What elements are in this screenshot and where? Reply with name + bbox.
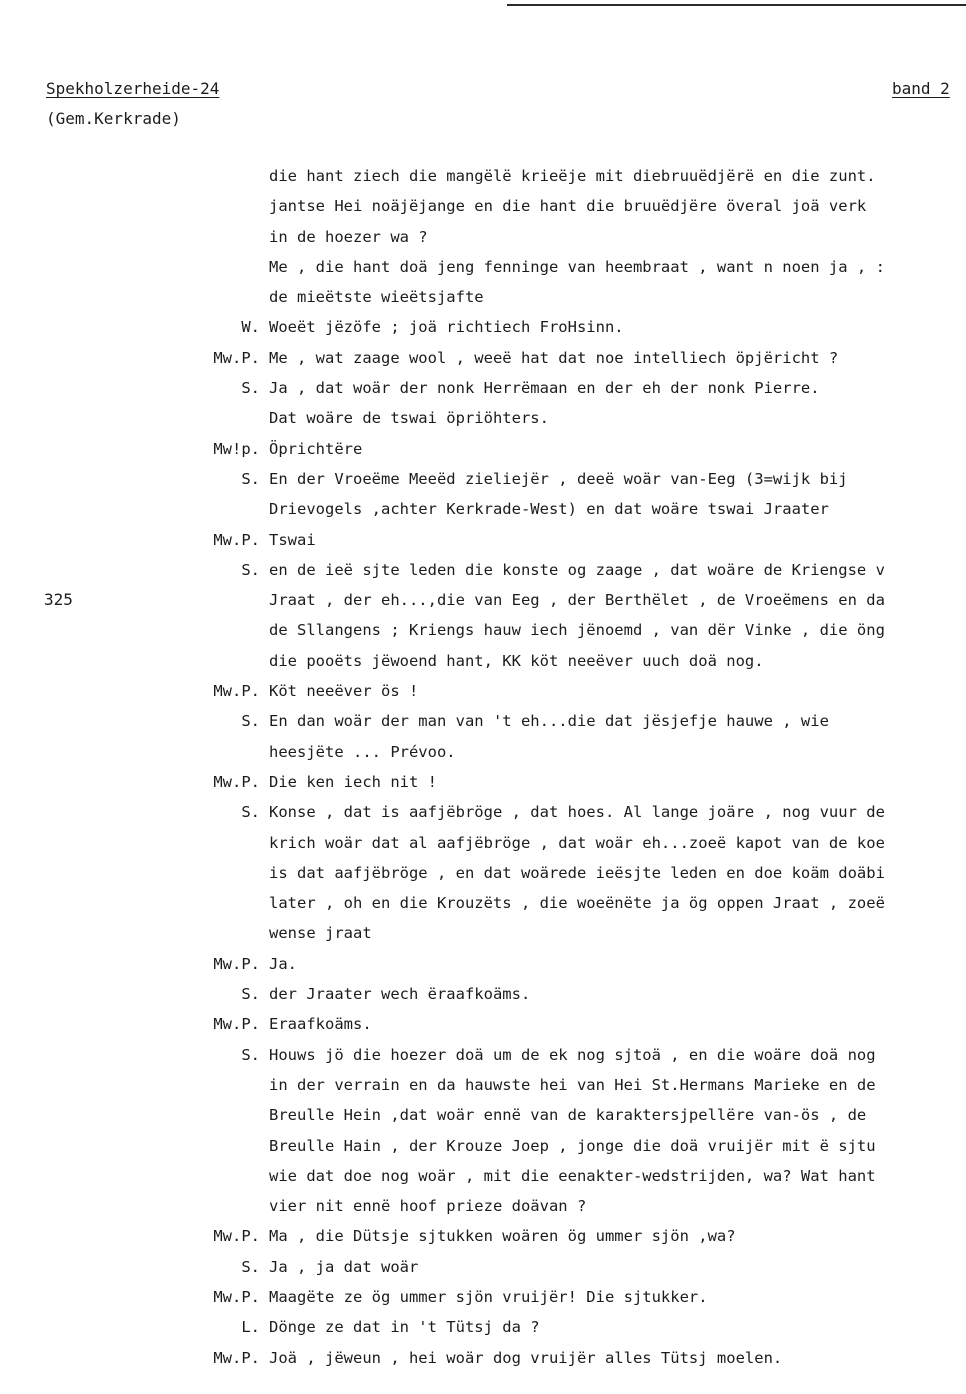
transcript-line — [0, 706, 966, 736]
transcript-line — [0, 1131, 966, 1161]
transcript-line — [0, 525, 966, 555]
speaker-label: Mw!p. — [213, 439, 260, 458]
speaker-label: Mw.P. — [213, 682, 260, 701]
line-text: Ja , dat woär der nonk Herrëmaan en der eh der nonk Pierre. — [269, 379, 820, 398]
line-text: wense jraat — [269, 924, 372, 943]
line-text: Öprichtëre — [269, 439, 363, 458]
document-subtitle: (Gem.Kerkrade) — [46, 109, 181, 128]
transcript-line — [0, 615, 966, 645]
line-text: in der verrain en da hauwste hei van Hei St.Hermans Marieke en de — [269, 1075, 876, 1094]
line-text: Dönge ze dat in 't Tütsj da ? — [269, 1318, 540, 1337]
line-text: later , oh en die Krouzëts , die woeënëte ja ög oppen Jraat , zoeë — [269, 894, 885, 913]
speaker-label: Mw.P. — [213, 1227, 260, 1246]
line-text: jantse Hei noäjëjange en die hant die bruuëdjëre överal joä verk — [269, 197, 867, 216]
line-text: en de ieë sjte leden die konste og zaage , dat woäre de Kriengse v — [269, 560, 885, 579]
line-text: de mieëtste wieëtsjafte — [269, 288, 484, 307]
line-text: En der Vroeëme Meeëd zieliejër , deeë woär van-Eeg (3=wijk bij — [269, 469, 848, 488]
speaker-label: S. — [241, 379, 260, 398]
transcript-line — [0, 191, 966, 221]
document-header — [46, 74, 219, 134]
line-text: Houws jö die hoezer doä um de ek nog sjtoä , en die woäre doä nog — [269, 1045, 876, 1064]
transcript-line — [0, 797, 966, 827]
document-title: Spekholzerheide-24 — [46, 79, 220, 98]
speaker-label: S. — [241, 469, 260, 488]
speaker-label: Mw.P. — [213, 348, 260, 367]
line-text: der Jraater wech ëraafkoäms. — [269, 985, 531, 1004]
line-text: Ma , die Dütsje sjtukken woären ög ummer sjön ,wa? — [269, 1227, 736, 1246]
line-text: Ja. — [269, 954, 297, 973]
transcript-line — [0, 312, 966, 342]
transcript-line — [0, 949, 966, 979]
line-text: Woeët jëzöfe ; joä richtiech FroHsinn. — [269, 318, 624, 337]
transcript-line — [0, 737, 966, 767]
speaker-label: S. — [241, 1045, 260, 1064]
line-text: vier nit ennë hoof prieze doävan ? — [269, 1197, 587, 1216]
transcript-line — [0, 1009, 966, 1039]
transcript-line — [0, 1161, 966, 1191]
transcript-line — [0, 888, 966, 918]
transcript-line — [0, 1070, 966, 1100]
line-text: Drievogels ,achter Kerkrade-West) en dat woäre tswai Jraater — [269, 500, 829, 519]
line-text: wie dat doe nog woär , mit die eenakter-wedstrijden, wa? Wat hant — [269, 1166, 876, 1185]
speaker-label: S. — [241, 803, 260, 822]
line-text: Konse , dat is aafjëbröge , dat hoes. Al lange joäre , nog vuur de — [269, 803, 885, 822]
line-text: Eraafkoäms. — [269, 1015, 372, 1034]
transcript-line — [0, 282, 966, 312]
transcript-line — [0, 979, 966, 1009]
transcript-line — [0, 828, 966, 858]
line-text: Tswai — [269, 530, 316, 549]
speaker-label: Mw.P. — [213, 772, 260, 791]
line-text: Köt neeëver ös ! — [269, 682, 419, 701]
transcript-line — [0, 1312, 966, 1342]
line-text: Dat woäre de tswai öpriöhters. — [269, 409, 549, 428]
speaker-label: Mw.P. — [213, 954, 260, 973]
transcript-line — [0, 676, 966, 706]
line-text: Die ken iech nit ! — [269, 772, 437, 791]
line-text: Me , die hant doä jeng fenninge van heembraat , want n noen ja , : — [269, 257, 885, 276]
line-text: Maagëte ze ög ummer sjön vruijër! Die sjtukker. — [269, 1287, 708, 1306]
line-text: Me , wat zaage wool , weeë hat dat noe intelliech öpjëricht ? — [269, 348, 839, 367]
transcript-line — [0, 1221, 966, 1251]
transcript — [0, 161, 966, 1373]
speaker-label: S. — [241, 560, 260, 579]
transcript-line — [0, 343, 966, 373]
speaker-label: S. — [241, 985, 260, 1004]
line-text: die hant ziech die mangëlë krieëje mit diebruuëdjërë en die zunt. — [269, 167, 876, 185]
speaker-label: Mw.P. — [213, 530, 260, 549]
margin-number: 325 — [44, 590, 73, 609]
transcript-line — [0, 1191, 966, 1221]
transcript-line — [0, 767, 966, 797]
speaker-label: Mw.P. — [213, 1287, 260, 1306]
line-text: de Sllangens ; Kriengs hauw iech jënoemd , van dër Vinke , die öng — [269, 621, 885, 640]
line-text: is dat aafjëbröge , en dat woärede ieësjte leden en doe koäm doäbi — [269, 863, 885, 882]
transcript-line — [0, 464, 966, 494]
transcript-line — [0, 494, 966, 524]
transcript-line — [0, 252, 966, 282]
line-text: Jraat , der eh...,die van Eeg , der Berthëlet , de Vroeëmens en da — [269, 591, 885, 610]
transcript-line — [0, 918, 966, 948]
transcript-line — [0, 222, 966, 252]
transcript-line — [0, 646, 966, 676]
transcript-line — [0, 434, 966, 464]
line-text: Ja , ja dat woär — [269, 1257, 419, 1276]
transcript-line — [0, 585, 966, 615]
transcript-line — [0, 555, 966, 585]
speaker-label: Mw.P. — [213, 1015, 260, 1034]
transcript-line — [0, 1343, 966, 1373]
line-text: die pooëts jëwoend hant, KK köt neeëver uuch doä nog. — [269, 651, 764, 670]
line-text: Joä , jëweun , hei woär dog vruijër alles Tütsj moelen. — [269, 1348, 783, 1367]
speaker-label: L. — [241, 1318, 260, 1337]
line-text: krich woär dat al aafjëbröge , dat woär eh...zoeë kapot van de koe — [269, 833, 885, 852]
speaker-label: S. — [241, 712, 260, 731]
transcript-line — [0, 1100, 966, 1130]
line-text: in de hoezer wa ? — [269, 227, 428, 246]
top-rule — [507, 4, 966, 6]
transcript-line — [0, 403, 966, 433]
line-text: Breulle Hein ,dat woär ennë van de karaktersjpellëre van-ös , de — [269, 1106, 867, 1125]
speaker-label: Mw.P. — [213, 1348, 260, 1367]
transcript-line — [0, 1252, 966, 1282]
transcript-line — [0, 1282, 966, 1312]
transcript-line — [0, 858, 966, 888]
speaker-label: W. — [241, 318, 260, 337]
transcript-line — [0, 373, 966, 403]
transcript-line — [0, 1040, 966, 1070]
speaker-label: S. — [241, 1257, 260, 1276]
line-text: heesjëte ... Prévoo. — [269, 742, 456, 761]
band-label: band 2 — [892, 79, 950, 98]
line-text: En dan woär der man van 't eh...die dat jësjefje hauwe , wie — [269, 712, 829, 731]
line-text: Breulle Hain , der Krouze Joep , jonge die doä vruijër mit ë sjtu — [269, 1136, 876, 1155]
transcript-line — [0, 161, 966, 191]
